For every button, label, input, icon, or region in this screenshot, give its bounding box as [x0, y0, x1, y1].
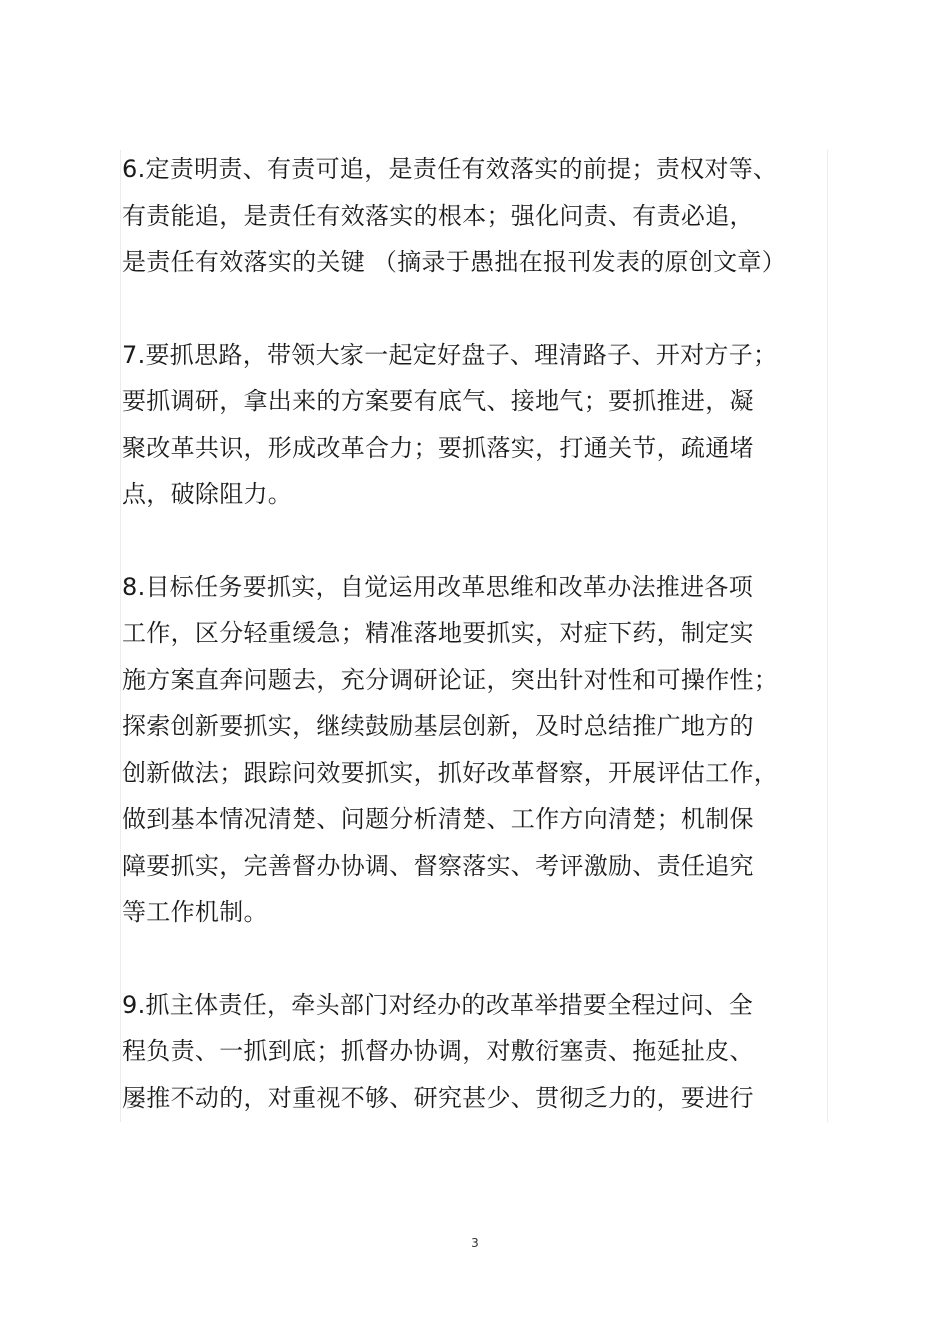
text-line: 做到基本情况清楚、问题分析清楚、工作方向清楚；机制保	[122, 805, 754, 833]
text-line: 9.抓主体责任，牵头部门对经办的改革举措要全程过问、全	[122, 990, 753, 1019]
text-line: 程负责、一抓到底；抓督办协调，对敷衍塞责、拖延扯皮、	[122, 1037, 754, 1065]
text-line: 8.目标任务要抓实，自觉运用改革思维和改革办法推进各项	[122, 572, 753, 601]
text-line: 探索创新要抓实，继续鼓励基层创新，及时总结推广地方的	[122, 712, 754, 740]
paragraph-8	[122, 564, 822, 936]
text-line: 施方案直奔问题去，充分调研论证，突出针对性和可操作性；	[122, 665, 779, 694]
text-line: 有责能追，是责任有效落实的根本；强化问责、有责必追，	[122, 201, 754, 230]
text-line: 创新做法；跟踪问效要抓实，抓好改革督察，开展评估工作，	[122, 758, 779, 787]
paragraph-6	[122, 146, 822, 286]
page-number: 3	[471, 1236, 479, 1250]
text-line: 7.要抓思路，带领大家一起定好盘子、理清路子、开对方子；	[122, 340, 778, 369]
text-line: 6.定责明责、有责可追，是责任有效落实的前提；责权对等、	[122, 155, 778, 183]
text-line: 屡推不动的，对重视不够、研究甚少、贯彻乏力的，要进行	[122, 1083, 754, 1112]
text-line: 要抓调研，拿出来的方案要有底气、接地气；要抓推进，凝	[122, 387, 754, 415]
text-line: 等工作机制。	[122, 898, 268, 926]
paragraph-7	[122, 332, 822, 518]
text-line: 障要抓实，完善督办协调、督察落实、考评激励、责任追究	[122, 851, 754, 880]
text-line: 聚改革共识，形成改革合力；要抓落实，打通关节，疏通堵	[122, 433, 754, 462]
document-body	[122, 146, 822, 1167]
paragraph-9	[122, 982, 822, 1122]
text-line: 工作，区分轻重缓急；精准落地要抓实，对症下药，制定实	[122, 619, 754, 647]
text-line: 点，破除阻力。	[122, 480, 293, 508]
text-line: 是责任有效落实的关键 （摘录于愚拙在报刊发表的原创文章）	[122, 248, 787, 276]
